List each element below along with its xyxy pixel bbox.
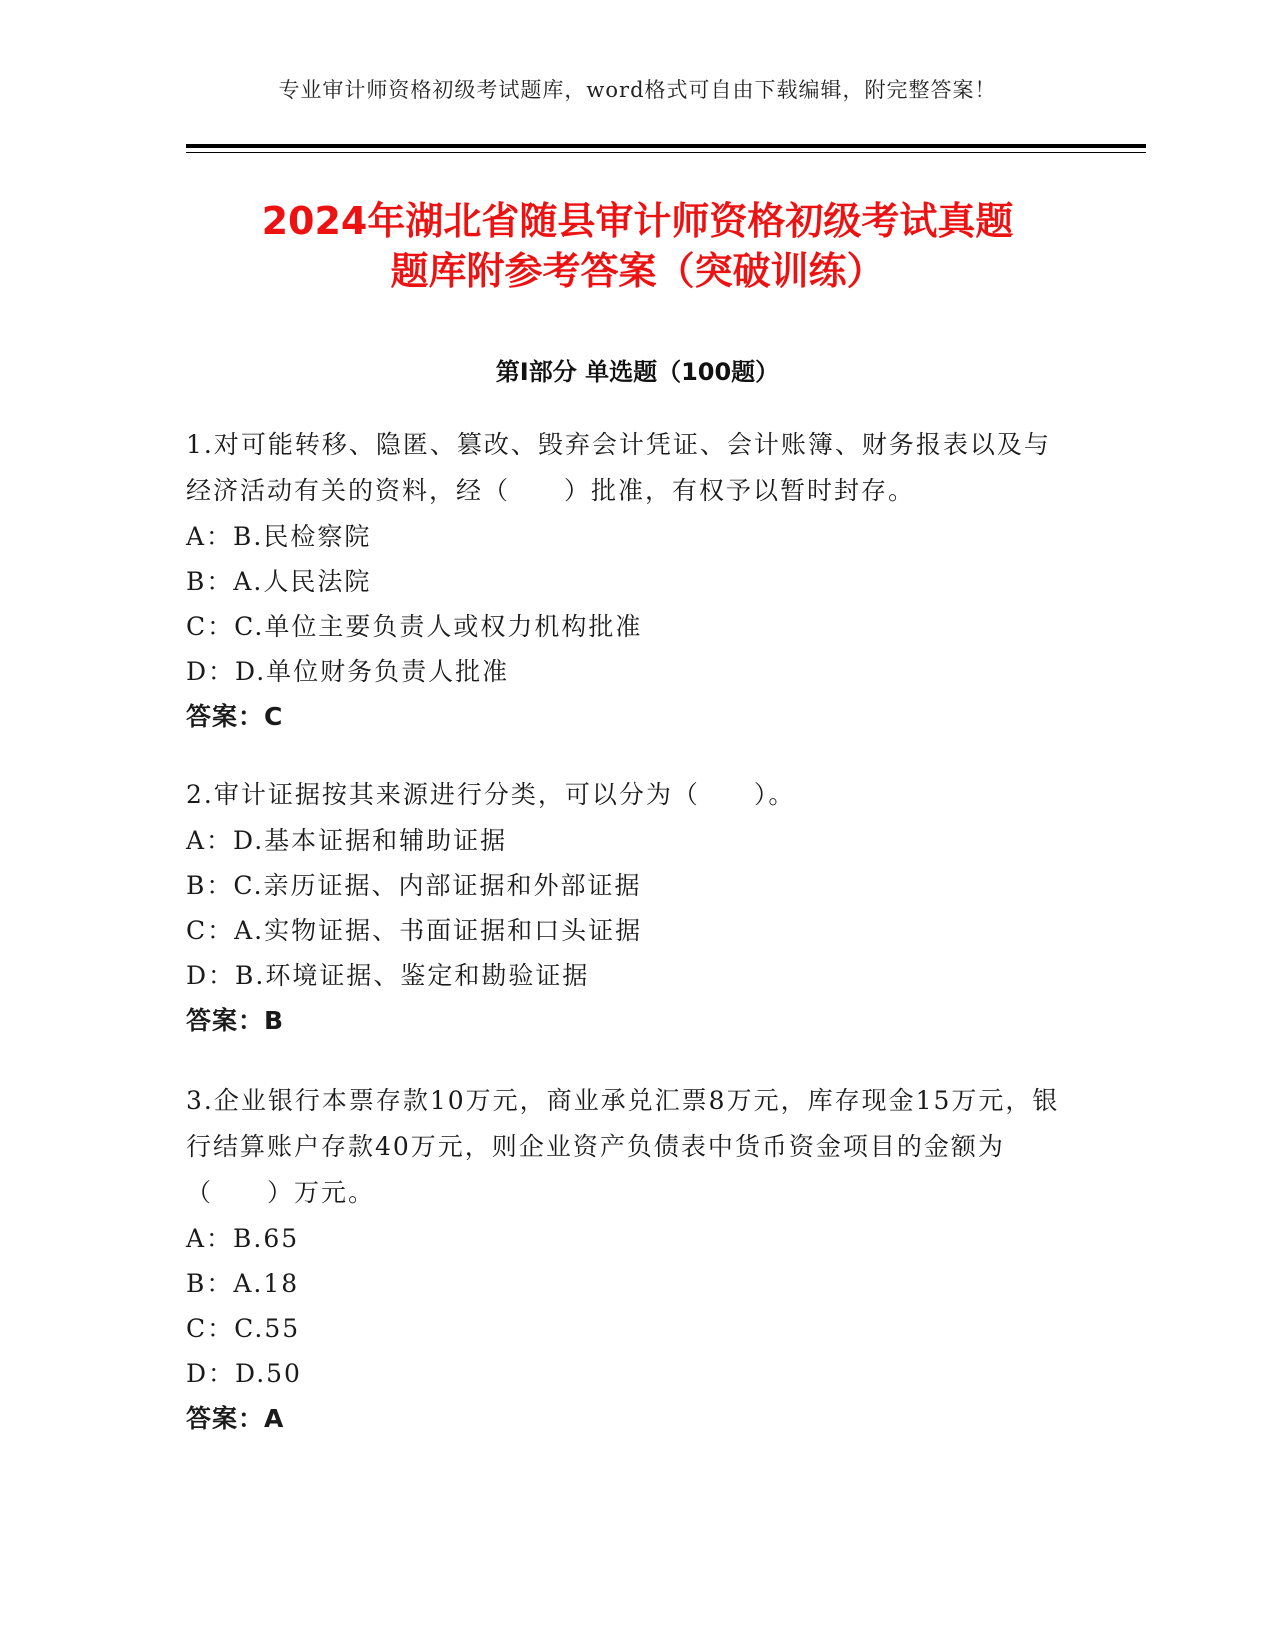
section-heading: 第Ⅰ部分 单选题（100题） [495,358,780,386]
option-b: B：C.亲历证据、内部证据和外部证据 [186,871,642,900]
option-c: C：A.实物证据、书面证据和口头证据 [186,916,643,945]
question-3 [186,1078,1066,1442]
question-1 [186,422,1066,740]
header-note: 专业审计师资格初级考试题库，word格式可自由下载编辑，附完整答案！ [278,78,997,102]
question-stem: 1.对可能转移、隐匿、篡改、毁弃会计凭证、会计账簿、财务报表以及与经济活动有关的资料，经（ ）批准，有权予以暂时封存。 [186,430,1051,505]
question-stem: 2.审计证据按其来源进行分类，可以分为（ ）。 [186,780,796,809]
option-a: A：B.65 [186,1224,300,1253]
document-title [0,196,1275,296]
header-rule-thin [186,152,1146,153]
question-2 [186,772,1066,1044]
option-a: A：B.民检察院 [186,522,372,551]
title-line-1: 2024年湖北省随县审计师资格初级考试真题 [261,199,1014,243]
option-b: B：A.人民法院 [186,567,372,596]
option-c: C：C.55 [186,1314,301,1343]
option-d: D：B.环境证据、鉴定和勘验证据 [186,961,590,990]
title-line-2: 题库附参考答案（突破训练） [390,249,885,293]
option-b: B：A.18 [186,1269,300,1298]
option-d: D：D.50 [186,1359,302,1388]
answer: 答案：A [186,1404,285,1433]
option-c: C：C.单位主要负责人或权力机构批准 [186,612,643,641]
option-d: D：D.单位财务负责人批准 [186,657,510,686]
answer: 答案：B [186,1006,285,1035]
header-rule-thick [186,144,1146,148]
option-a: A：D.基本证据和辅助证据 [186,826,508,855]
answer: 答案：C [186,702,284,731]
question-stem: 3.企业银行本票存款10万元，商业承兑汇票8万元，库存现金15万元，银行结算账户存款40万元，则企业资产负债表中货币资金项目的金额为（ ）万元。 [186,1086,1060,1207]
